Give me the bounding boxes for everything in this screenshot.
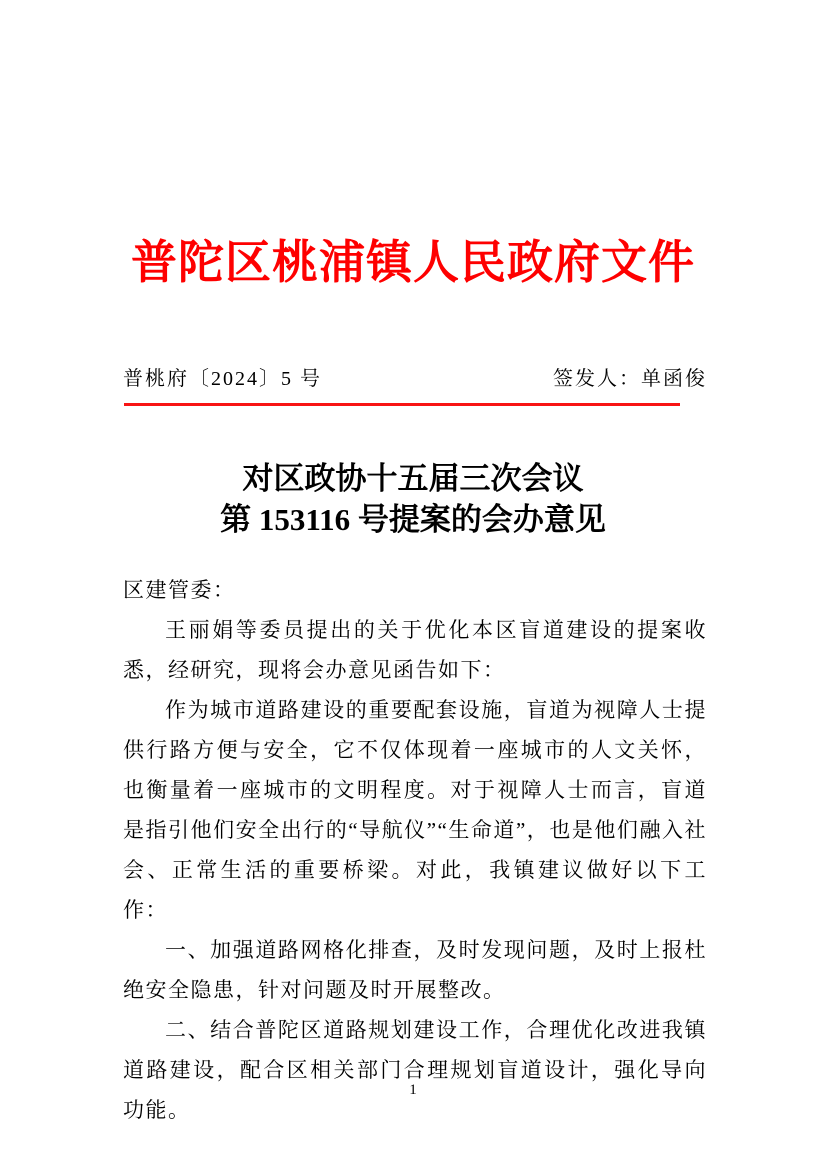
body-paragraph: 一、加强道路网格化排查，及时发现问题，及时上报杜绝安全隐患，针对问题及时开展整改。	[123, 938, 707, 1002]
body-paragraph: 王丽娟等委员提出的关于优化本区盲道建设的提案收悉，经研究，现将会办意见函告如下：	[123, 618, 707, 682]
doc-number: 普桃府〔2024〕5 号	[123, 368, 322, 390]
document-title-line2: 第 153116 号提案的会办意见	[220, 502, 606, 537]
red-divider-line	[124, 403, 680, 406]
document-body	[123, 570, 707, 1130]
doc-info-row	[123, 362, 707, 391]
body-paragraph: 二、结合普陀区道路规划建设工作，合理优化改进我镇道路建设，配合区相关部门合理规划盲道设计，强化导向功能。	[123, 1018, 707, 1122]
issuer-label: 签发人：单函俊	[553, 368, 707, 390]
document-title-line1: 对区政协十五届三次会议	[242, 461, 584, 496]
org-letterhead-title: 普陀区桃浦镇人民政府文件	[131, 237, 695, 288]
document-title	[0, 458, 826, 540]
page-number: 1	[409, 1082, 417, 1098]
body-paragraph: 作为城市道路建设的重要配套设施，盲道为视障人士提供行路方便与安全，它不仅体现着一座城市的人文关怀，也衡量着一座城市的文明程度。对于视障人士而言，盲道是指引他们安全出行的“导航仪”“生命道”，也是他们融入社会、正常生活的重要桥梁。对此，我镇建议做好以下工作：	[123, 698, 707, 922]
salutation: 区建管委：	[123, 578, 236, 602]
